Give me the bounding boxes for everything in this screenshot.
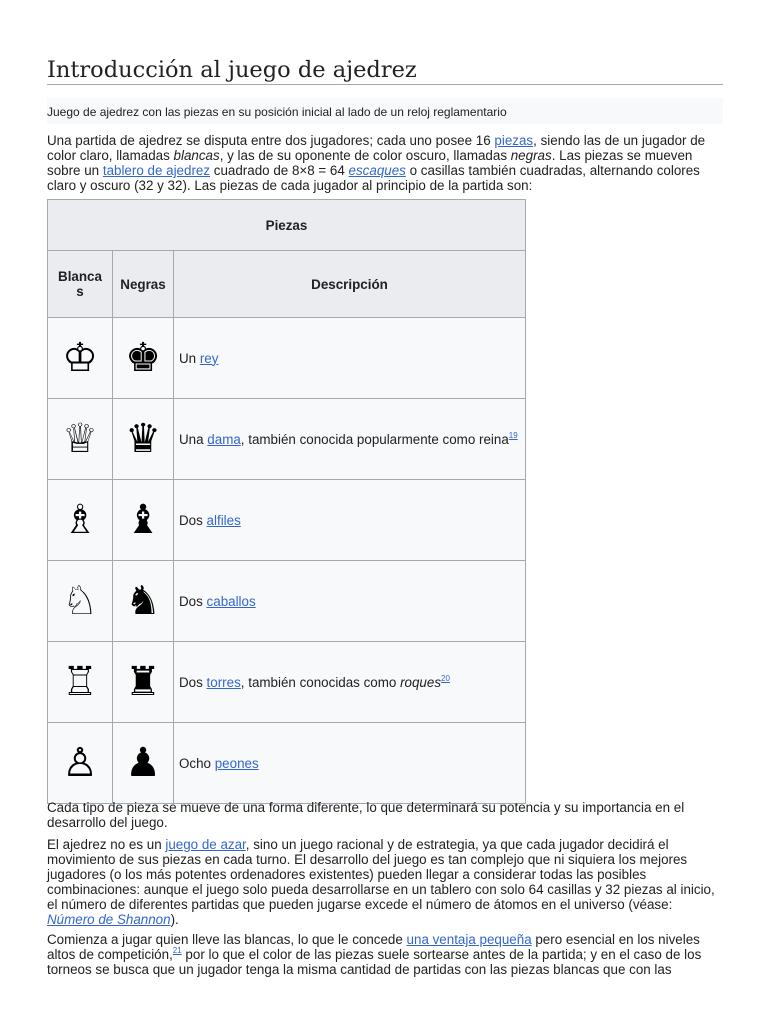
piece-description [174,480,526,561]
table-row [48,723,526,804]
desc-prefix: Un [179,350,200,366]
black-pawn-icon: ♟ [113,723,174,804]
link-escaques[interactable] [349,163,406,178]
desc-em: roques [400,674,442,690]
desc-prefix: Dos [179,512,207,528]
intro-text-1: Una partida de ajedrez se disputa entre dos jugadores; cada uno posee 16 [47,133,495,148]
desc-prefix: Una [179,431,208,447]
link-tablero[interactable]: tablero de ajedrez [102,163,211,178]
table-row [48,642,526,723]
intro-paragraph [47,133,723,193]
table-row [48,561,526,642]
caption-text: Juego de ajedrez con las piezas en su posición inicial al lado de un reloj reglamentario [47,105,507,119]
strategy-text-1: El ajedrez no es un [47,837,166,852]
link-rey[interactable]: rey [199,350,219,366]
link-torres[interactable]: torres [206,674,241,690]
link-ventaja-pequena[interactable]: una ventaja pequeña [406,932,532,947]
intro-text-6: o casillas también cuadradas, alternando colores claro y oscuro (32 y 32). Las piezas de cada jugador al principio de la partida son: [47,163,700,193]
first-move-text-1: Comienza a jugar quien lleve las blancas, lo que le concede [47,932,407,947]
em-shannon: Número de Shannon [47,912,171,927]
col-header-white-text: Blanca s [58,269,102,299]
black-rook-icon: ♜ [113,642,174,723]
page-title: Introducción al juego de ajedrez [47,57,417,83]
footnote-21[interactable]: 21 [172,946,182,955]
intro-text-4: . Las piezas se mueven sobre un [47,148,693,178]
paragraph-strategy [47,837,723,927]
title-divider [47,84,723,85]
em-escaques: escaques [348,163,406,178]
white-pawn-icon: ♙ [48,723,113,804]
desc-suffix: , también conocida popularmente como reina [240,431,509,447]
image-caption [47,98,723,124]
desc-prefix: Dos [179,674,207,690]
white-knight-icon: ♘ [48,561,113,642]
em-blancas: blancas [173,148,220,163]
intro-text-2: , siendo las de un jugador de color claro, llamadas [47,133,706,163]
black-queen-icon: ♛ [113,399,174,480]
white-rook-icon: ♖ [48,642,113,723]
link-alfiles[interactable]: alfiles [206,512,241,528]
pieces-table [47,199,526,804]
col-header-description: Descripción [174,251,526,318]
strategy-text-2: , sino un juego racional y de estrategia, ya que cada jugador decidirá el movimiento de sus piezas en cada turno. El desarrollo del juego es tan complejo que ni siquiera los mejores jugadores (o los más potentes ordenadores existentes) pueden llegar a considerar todas las posibles combinaciones: aunque el juego solo pueda desarrollarse en un tablero con solo 64 casillas y 32 piezas al inicio, el número de diferentes partidas que pueden jugarse excede el número de átomos en el universo (véase: [47,837,715,912]
link-dama[interactable]: dama [207,431,241,447]
intro-text-5: cuadrado de 8×8 = 64 [210,163,349,178]
black-knight-icon: ♞ [113,561,174,642]
first-move-text-2: pero esencial en los niveles altos de competición, [47,932,700,962]
desc-suffix: , también conocidas como [240,674,401,690]
col-header-white [48,251,113,318]
table-row [48,480,526,561]
piece-rows [48,318,526,804]
black-king-icon: ♚ [113,318,174,399]
strategy-text-3: ). [170,912,179,927]
paragraph-first-move [47,932,723,977]
piece-description [174,399,526,480]
link-juego-de-azar[interactable]: juego de azar [165,837,246,852]
em-negras: negras [510,148,552,163]
paragraph-movement: Cada tipo de pieza se mueve de una forma diferente, lo que determinará su potencia y su importancia en el desarrollo del juego. [47,800,685,830]
table-row [48,399,526,480]
piece-description [174,723,526,804]
table-title: Piezas [48,200,526,251]
black-bishop-icon: ♝ [113,480,174,561]
piece-description [174,561,526,642]
desc-prefix: Dos [179,593,207,609]
first-move-text-3: por lo que el color de las piezas suele sortearse antes de la partida; y en el caso de los torneos se busca que un jugador tenga la misma cantidad de partidas con las piezas blancas que con las [47,947,702,977]
white-king-icon: ♔ [48,318,113,399]
piece-description [174,642,526,723]
intro-text-3: , y las de su oponente de color oscuro, llamadas [219,148,511,163]
footnote-19[interactable]: 19 [508,430,518,440]
desc-prefix: Ocho [179,755,215,771]
white-queen-icon: ♕ [48,399,113,480]
white-bishop-icon: ♗ [48,480,113,561]
col-header-black: Negras [113,251,174,318]
link-piezas[interactable]: piezas [494,133,534,148]
footnote-20[interactable]: 20 [441,673,450,683]
link-numero-de-shannon[interactable] [47,912,171,927]
link-peones[interactable]: peones [214,755,259,771]
table-row [48,318,526,399]
link-caballos[interactable]: caballos [206,593,256,609]
piece-description [174,318,526,399]
